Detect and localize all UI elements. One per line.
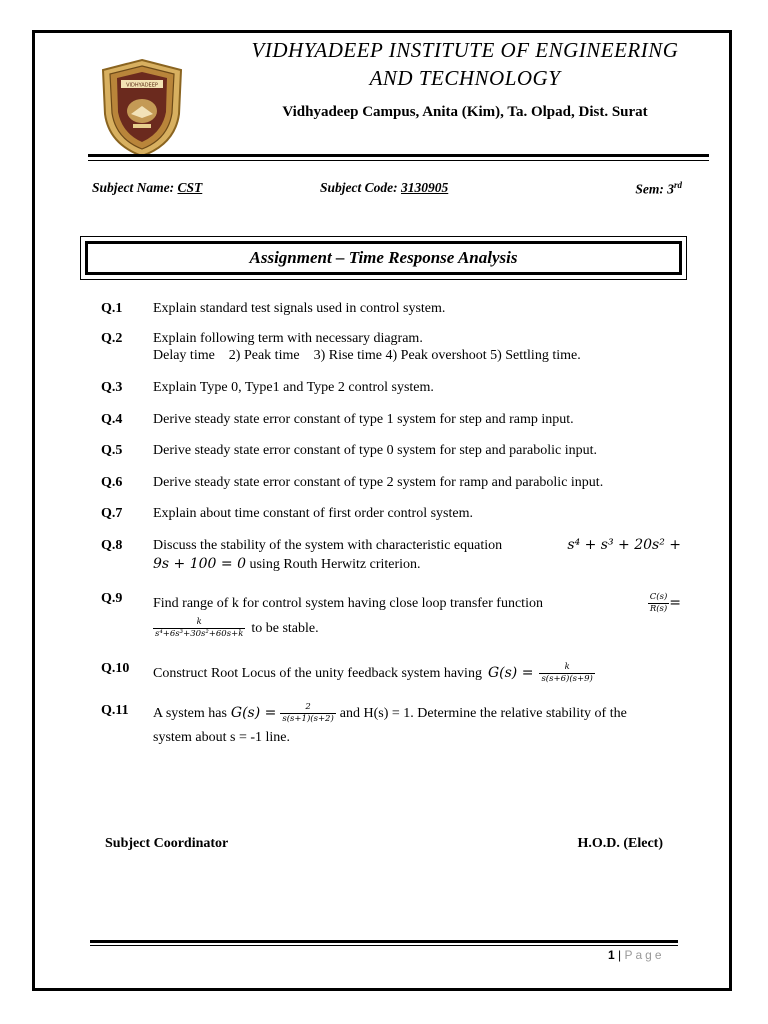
question-number: Q.5: [101, 443, 123, 458]
question-number: Q.6: [101, 475, 123, 490]
open-loop-gain-label: G(s) =: [230, 705, 277, 721]
question-text: Derive steady state error constant of type 1 system for step and ramp input.: [153, 412, 574, 427]
question-number: Q.3: [101, 380, 123, 395]
question-text: Explain Type 0, Type1 and Type 2 control system.: [153, 380, 434, 395]
question-number: Q.8: [101, 538, 123, 553]
fraction-denominator: s(s+1)(s+2): [282, 714, 334, 724]
question-text-line3: system about s = -1 line.: [153, 730, 290, 745]
question-text-line2: Delay time 2) Peak time 3) Rise time 4) Peak overshoot 5) Settling time.: [153, 348, 581, 363]
hod-signature: H.O.D. (Elect): [577, 836, 663, 851]
question-text-line2: using Routh Herwitz criterion.: [249, 557, 421, 572]
characteristic-equation-part1: s⁴ + s³ + 20s² +: [567, 537, 681, 553]
assignment-title-box: [80, 236, 687, 280]
footer-rule-thick: [90, 940, 678, 943]
question-number: Q.10: [101, 661, 130, 676]
subject-code-label: Subject Code:: [320, 180, 398, 195]
institute-name-line1: VIDHYADEEP INSTITUTE OF ENGINEERING: [251, 38, 679, 62]
semester-label: Sem: 3: [635, 181, 674, 197]
question-number: Q.11: [101, 703, 129, 718]
subject-name: [92, 180, 202, 196]
subject-coordinator-signature: Subject Coordinator: [105, 836, 229, 851]
fraction-numerator: C(s): [649, 592, 668, 602]
subject-code-value: 3130905: [401, 180, 449, 195]
fraction-numerator: k: [539, 662, 594, 674]
question-text: A system has: [153, 706, 227, 721]
question-text: Discuss the stability of the system with characteristic equation: [153, 538, 503, 553]
closed-loop-fraction: [153, 617, 245, 640]
institute-logo: [97, 56, 187, 160]
question-text-line2: and H(s) = 1. Determine the relative stability of the: [339, 706, 627, 721]
question-text: Explain about time constant of first order control system.: [153, 506, 473, 521]
fraction-numerator: 2: [280, 702, 335, 714]
question-text: Construct Root Locus of the unity feedback system having: [153, 666, 482, 681]
equals-sign: =: [669, 595, 681, 611]
semester: [635, 180, 682, 198]
question-text-block: [153, 330, 681, 364]
fraction-denominator: s⁴+6s³+30s²+60s+k: [155, 629, 244, 639]
fraction-denominator: s(s+6)(s+9): [541, 674, 593, 684]
transfer-function-fraction: [648, 592, 670, 615]
page-word: Page: [624, 948, 665, 962]
footer-rule-thin: [90, 945, 678, 946]
open-loop-gain-label: G(s) =: [487, 665, 534, 681]
semester-sup: rd: [673, 180, 682, 190]
fraction-denominator: R(s): [649, 604, 668, 614]
question-number: Q.4: [101, 412, 123, 427]
question-text: Derive steady state error constant of type 2 system for ramp and parabolic input.: [153, 475, 604, 490]
question-text-block: [153, 537, 681, 573]
page-number: [608, 948, 665, 962]
question-text-block: [153, 662, 681, 685]
header-rule-thin: [88, 160, 709, 161]
logo-text: VIDHYADEEP: [126, 82, 158, 89]
question-text: Find range of k for control system having close loop transfer function: [153, 596, 543, 611]
question-number: Q.9: [101, 591, 123, 606]
header-rule-thick: [88, 154, 709, 157]
fraction-numerator: k: [153, 617, 245, 629]
question-text: Derive steady state error constant of type 0 system for step and parabolic input.: [153, 443, 597, 458]
question-text-block: [153, 592, 681, 640]
question-number: Q.1: [101, 301, 123, 316]
question-text-block: [153, 702, 681, 746]
subject-name-label: Subject Name:: [92, 180, 175, 195]
page-separator: |: [618, 948, 622, 962]
open-loop-fraction: [539, 662, 594, 685]
institute-name-line2: AND TECHNOLOGY: [369, 66, 561, 90]
page-number-value: 1: [608, 948, 615, 962]
assignment-title: Assignment – Time Response Analysis: [85, 241, 682, 275]
subject-name-value: CST: [177, 180, 203, 195]
question-text: Explain standard test signals used in control system.: [153, 301, 446, 316]
institute-name: [200, 36, 730, 92]
open-loop-fraction: [280, 702, 335, 725]
institute-address: Vidhyadeep Campus, Anita (Kim), Ta. Olpad, Dist. Surat: [282, 104, 648, 120]
question-number: Q.2: [101, 331, 123, 346]
question-text: Explain following term with necessary diagram.: [153, 331, 423, 346]
question-text-line2: to be stable.: [251, 621, 319, 636]
subject-info-row: [92, 180, 682, 200]
characteristic-equation-part2: 9s + 100 = 0: [153, 556, 246, 572]
subject-code: [320, 180, 448, 196]
question-number: Q.7: [101, 506, 123, 521]
